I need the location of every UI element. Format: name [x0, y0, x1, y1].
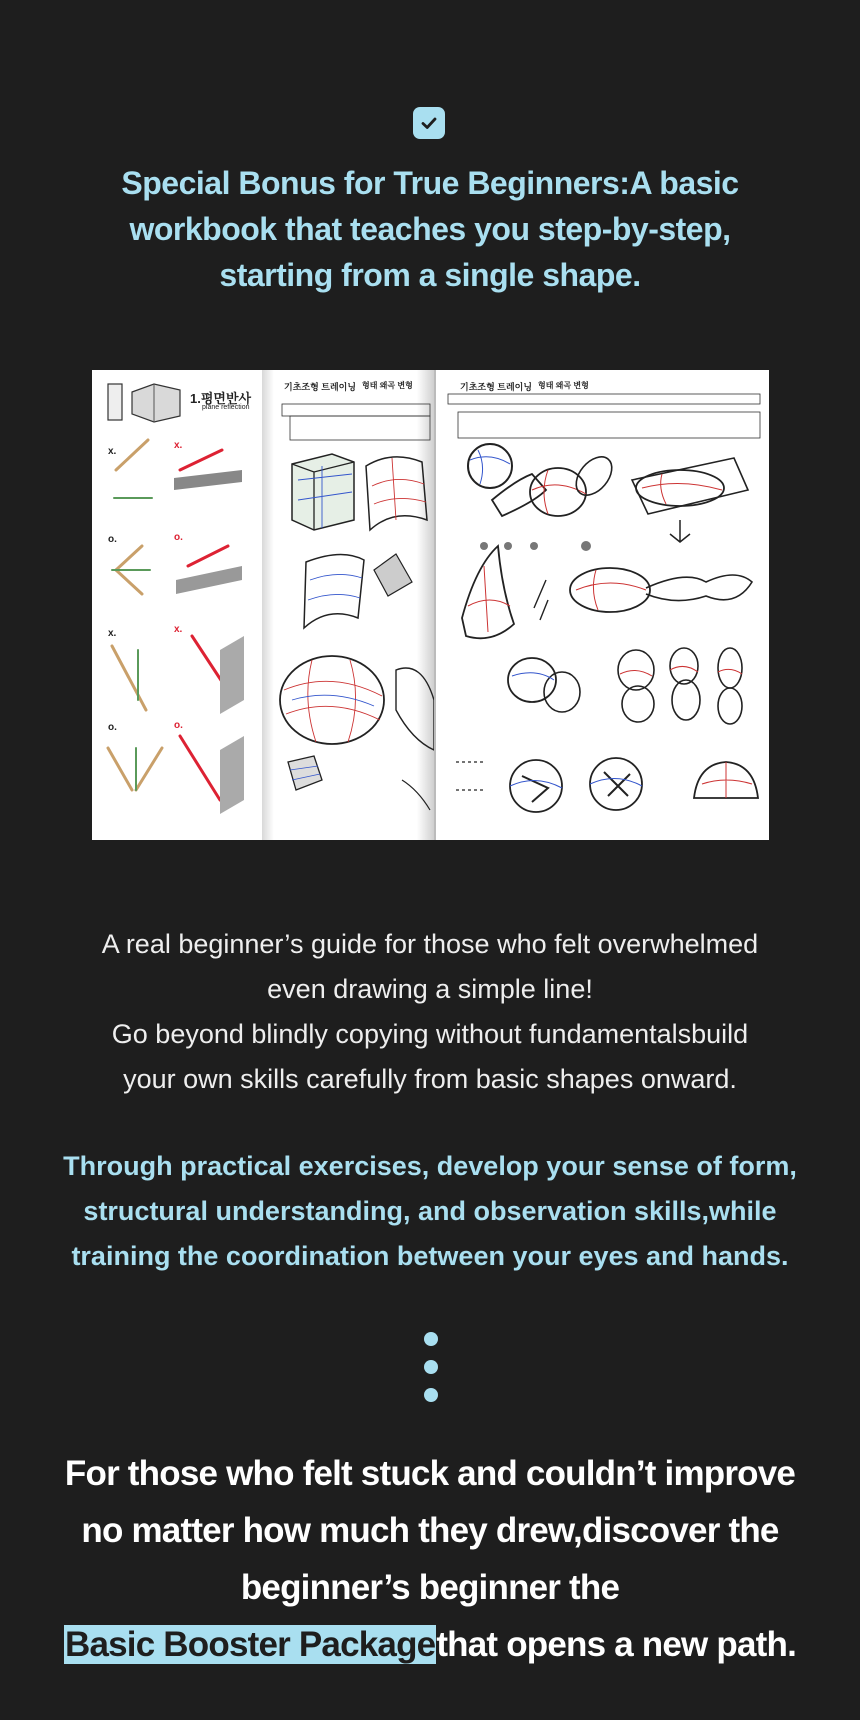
- workbook-preview-image: [92, 370, 769, 840]
- package-name-highlight: Basic Booster Package: [64, 1625, 436, 1664]
- mark-label: x.: [108, 446, 117, 457]
- closing-statement: [20, 1445, 840, 1673]
- closing-tail: that opens a new path.: [436, 1625, 796, 1664]
- practice-line: structural understanding, and observation skills,while: [83, 1196, 777, 1226]
- bonus-title-line: Special Bonus for True Beginners:A basic: [121, 165, 739, 201]
- ellipsis-dot: [424, 1360, 438, 1374]
- practice-line: training the coordination between your eyes and hands.: [71, 1241, 789, 1271]
- ellipsis-dot: [424, 1332, 438, 1346]
- workbook-page2-header: 기초조형 트레이닝: [284, 382, 357, 392]
- mark-label: o.: [174, 720, 183, 731]
- ellipsis-dot: [424, 1388, 438, 1402]
- bonus-title-line: workbook that teaches you step-by-step,: [129, 211, 731, 247]
- bonus-title: [100, 160, 760, 298]
- mark-label: x.: [174, 440, 183, 451]
- closing-line: beginner’s beginner the: [240, 1568, 620, 1607]
- intro-line: even drawing a simple line!: [267, 974, 593, 1004]
- check-square-icon: [413, 107, 445, 139]
- practice-line: Through practical exercises, develop your sense of form,: [63, 1151, 797, 1181]
- workbook-page-shapes: [262, 370, 434, 840]
- workbook-page-forms: [434, 370, 769, 840]
- closing-final-line: [20, 1616, 840, 1673]
- bonus-title-line: starting from a single shape.: [219, 257, 641, 293]
- closing-line: no matter how much they drew,discover the: [81, 1511, 779, 1550]
- closing-line: For those who felt stuck and couldn’t improve: [64, 1454, 796, 1493]
- workbook-page1-title: 1.평면반사: [190, 391, 252, 406]
- practice-paragraph: [50, 1144, 810, 1279]
- intro-line: Go beyond blindly copying without fundamentalsbuild: [111, 1019, 749, 1049]
- workbook-page-plane-reflection: [92, 370, 263, 840]
- intro-line: A real beginner’s guide for those who felt overwhelmed: [101, 929, 759, 959]
- mark-label: o.: [108, 534, 117, 545]
- intro-paragraph: [60, 922, 800, 1102]
- workbook-page2-sub: 형태 왜곡 변형: [362, 381, 413, 390]
- workbook-page3-header: 기초조형 트레이닝: [460, 382, 533, 392]
- workbook-page1-subtitle: plane reflection: [202, 404, 250, 411]
- mark-label: x.: [174, 624, 183, 635]
- mark-label: x.: [108, 628, 117, 639]
- intro-line: your own skills carefully from basic shapes onward.: [123, 1064, 737, 1094]
- mark-label: o.: [174, 532, 183, 543]
- workbook-page3-sub: 형태 왜곡 변형: [538, 381, 589, 390]
- mark-label: o.: [108, 722, 117, 733]
